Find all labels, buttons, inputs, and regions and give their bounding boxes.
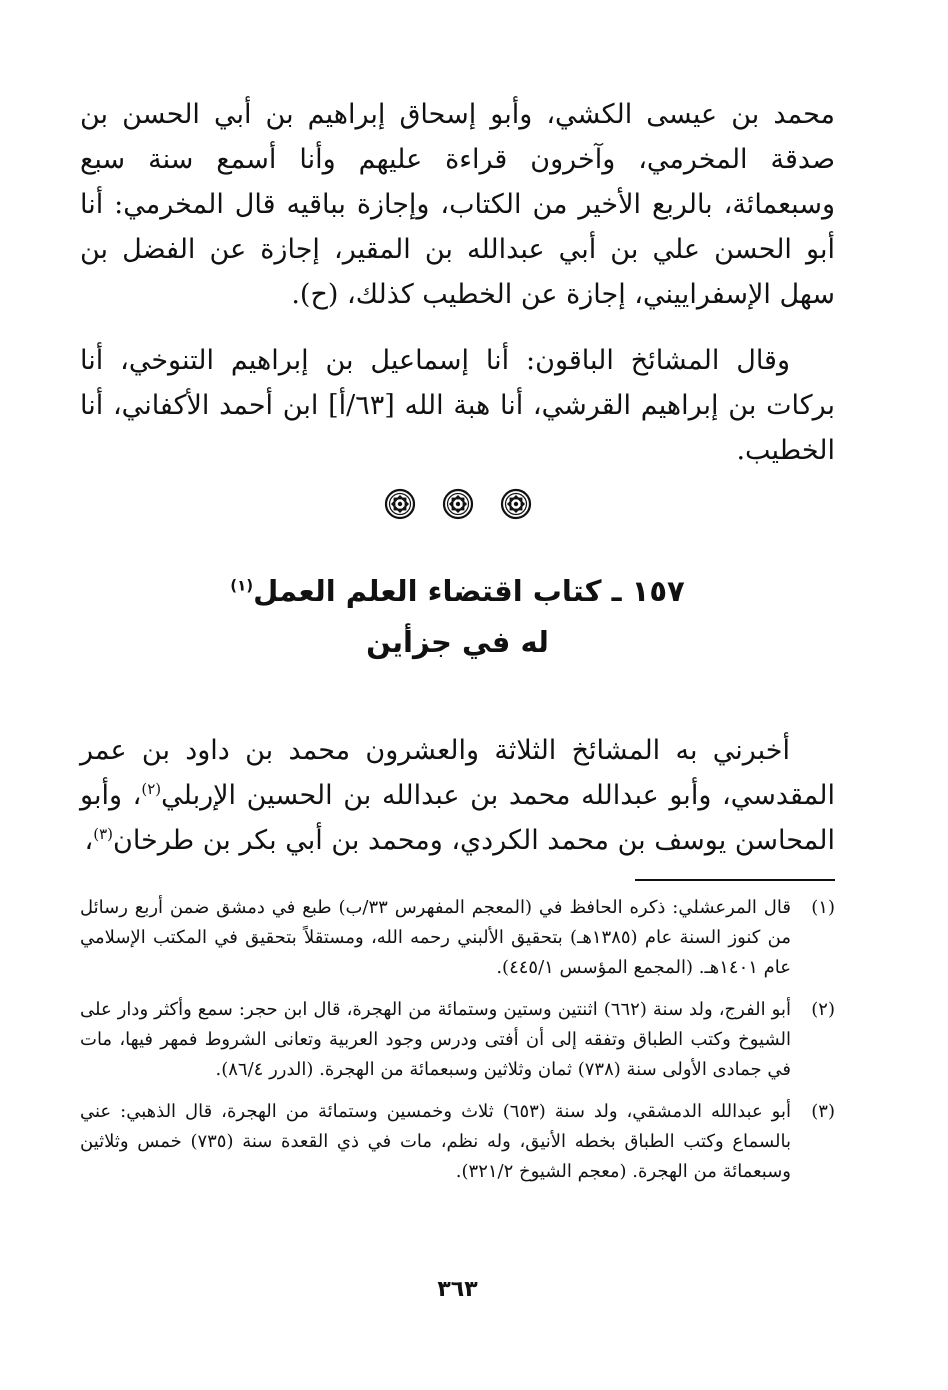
footnotes (80, 893, 835, 1199)
footnote-2 (80, 995, 835, 1085)
footnote-number: (١) (811, 897, 835, 918)
footnote-number: (٢) (811, 999, 835, 1020)
footnote-marker-1: (١) (230, 576, 254, 595)
footnote-number: (٣) (811, 1101, 835, 1122)
footnote-marker-3: (٣) (93, 825, 113, 843)
footnote-separator (635, 879, 835, 881)
paragraph-3-text-c: ، (84, 825, 94, 856)
chapter-subheading: له في جزأين (366, 625, 549, 659)
section-divider-ornaments (80, 488, 835, 520)
footnote-1 (80, 893, 835, 983)
paragraph-3-text-b: ، وأبو المحاسن يوسف بن محمد الكردي، ومحمد بن أبي بكر بن طرخان (80, 780, 835, 856)
footnote-text: أبو عبدالله الدمشقي، ولد سنة (٦٥٣) ثلاث وخمسين وستمائة من الهجرة، قال الذهبي: عني بالسماع وكتب الطباق بخطه الأنيق، وله نظم، مات في ذي القعدة سنة (٧٣٥) خمس وثلاثين وسبعمائة من الهجرة. (معجم الشيوخ ٣٢١/٢). (80, 1101, 791, 1182)
ornament-icon (500, 488, 532, 520)
ornament-icon (384, 488, 416, 520)
page-number: ٣٦٣ (437, 1277, 478, 1302)
footnote-3 (80, 1097, 835, 1187)
chapter-title: ١٥٧ ـ كتاب اقتضاء العلم العمل (253, 574, 685, 608)
chapter-heading (80, 574, 835, 608)
book-page (80, 0, 835, 1390)
body-paragraph-3 (80, 728, 835, 863)
paragraph-3-text-a: أخبرني به المشائخ الثلاثة والعشرون محمد بن داود بن عمر المقدسي، وأبو عبدالله محمد بن عبدالله بن الحسين الإربلي (80, 735, 835, 811)
ornament-icon (442, 488, 474, 520)
footnote-marker-2: (٢) (141, 780, 162, 798)
footnote-text: قال المرعشلي: ذكره الحافظ في (المعجم المفهرس ٣٣/ب) طبع في دمشق ضمن أربع رسائل من كنوز السنة عام (١٣٨٥هـ) بتحقيق الألبني رحمه الله، ومستقلاً بتحقيق في المكتب الإسلامي عام ١٤٠١هـ. (المجمع المؤسس ٤٤٥/١). (80, 897, 791, 978)
body-paragraph-1: محمد بن عيسى الكشي، وأبو إسحاق إبراهيم بن أبي الحسن بن صدقة المخرمي، وآخرون قراءة عليهم وأنا أسمع سنة سبع وسبعمائة، بالربع الأخير من الكتاب، وإجازة بباقيه قال المخرمي: أنا أبو الحسن علي بن أبي عبدالله بن المقير، إجازة عن الفضل بن سهل الإسفراييني، إجازة عن الخطيب كذلك، (ح). (80, 99, 835, 310)
body-paragraph-2: وقال المشائخ الباقون: أنا إسماعيل بن إبراهيم التنوخي، أنا بركات بن إبراهيم القرشي، أنا هبة الله [٦٣/أ] ابن أحمد الأكفاني، أنا الخطيب. (80, 345, 835, 466)
footnote-text: أبو الفرج، ولد سنة (٦٦٢) اثنتين وستين وستمائة من الهجرة، قال ابن حجر: سمع وأكثر ودار على الشيوخ وكتب الطباق وتفقه إلى أن أفتى ودرس وجود العربية وتعانى الشروط فمهر فيها، مات في جمادى الأولى سنة (٧٣٨) ثمان وثلاثين وسبعمائة من الهجرة. (الدرر ٨٦/٤). (80, 999, 791, 1080)
